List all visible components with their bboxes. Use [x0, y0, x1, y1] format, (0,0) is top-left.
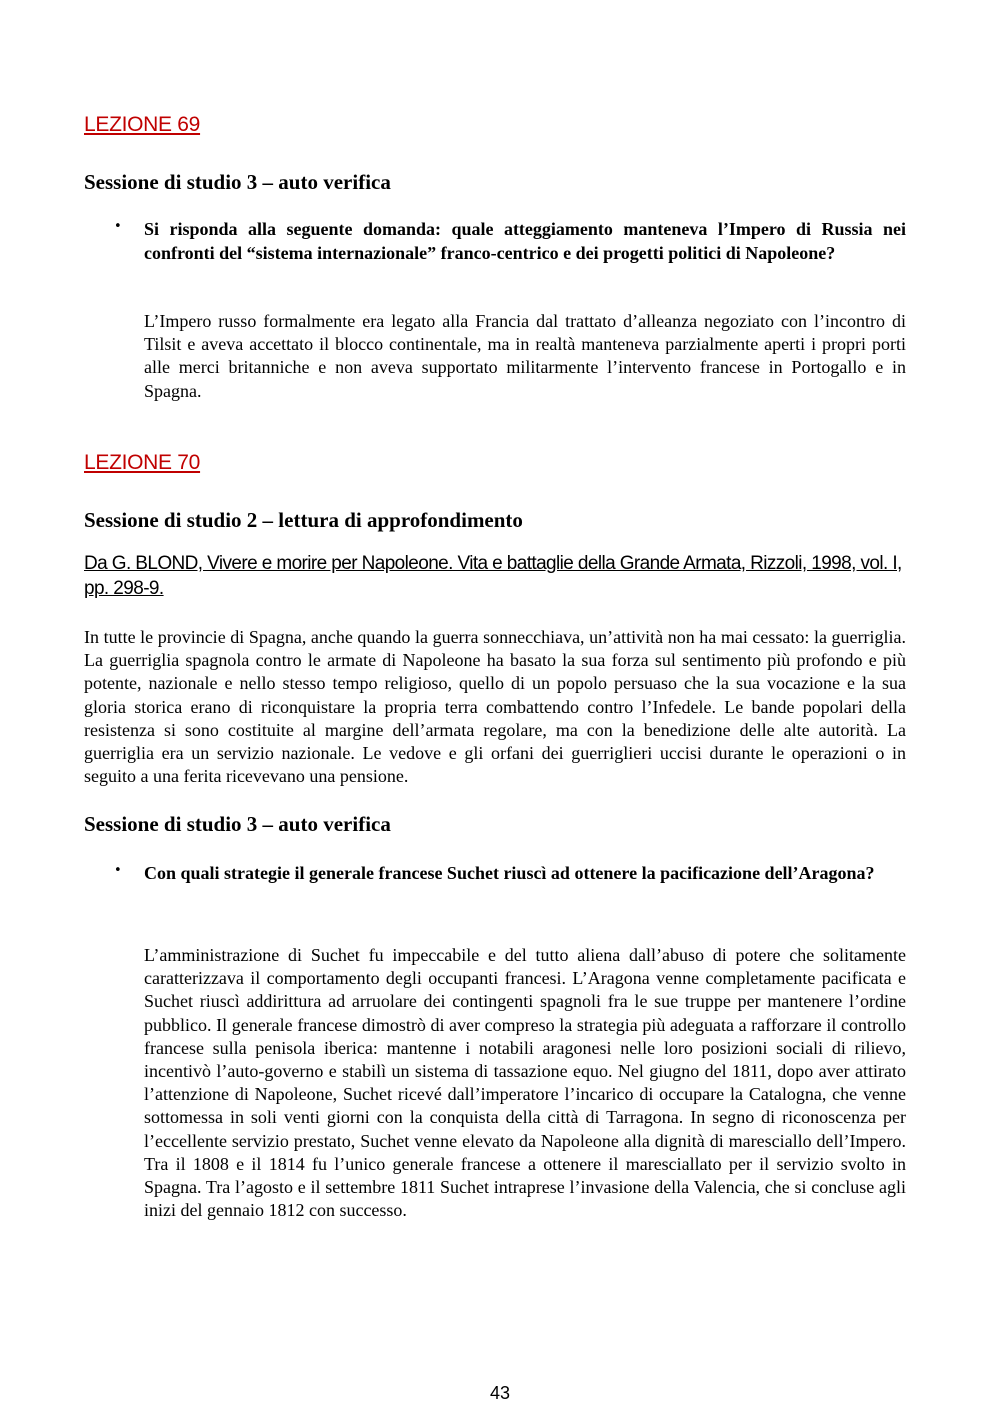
- lesson-69-heading[interactable]: LEZIONE 69: [84, 113, 201, 136]
- bullet-icon: •: [114, 219, 122, 234]
- lesson-70-answer: L’amministrazione di Suchet fu impeccabile e del tutto aliena dall’abuso di potere che solitamente caratterizzava il comportamento degli occupanti francesi. L’Aragona venne completamente pacificata e Suchet riuscì addirittura ad arruolare dei contingenti spagnoli fra le sue truppe per mantenere l’ordine pubblico. Il generale francese dimostrò di aver compreso la strategia più adeguata a rafforzare il controllo francese sulla penisola iberica: mantenne i notabili aragonesi nelle loro posizioni sociali di rilievo, incentivò l’auto-governo e stabilì un sistema di tassazione equo. Nel giugno del 1811, dopo aver attirato l’attenzione di Napoleone, Suchet ricevé dall’imperatore l’incarico di occupare la Catalogna, che venne sottomessa in soli venti giorni con la conquista della città di Tarragona. In segno di riconoscenza per l’eccellente servizio prestato, Suchet venne elevato da Napoleone alla dignità di maresciallo dell’Impero. Tra il 1808 e il 1814 fu l’unico generale francese a ottenere il maresciallato per il servizio svolto in Spagna. Tra l’agosto e il settembre 1811 Suchet intraprese l’invasione della Valencia, che si concluse agli inizi del gennaio 1812 con successo.: [144, 945, 906, 1221]
- lesson-70-session-2-title: Sessione di studio 2 – lettura di approfondimento: [84, 508, 523, 532]
- lesson-69-session-3-title: Sessione di studio 3 – auto verifica: [84, 170, 391, 194]
- reading-paragraph: In tutte le provincie di Spagna, anche quando la guerra sonnecchiava, un’attività non ha mai cessato: la guerriglia. La guerriglia spagnola contro le armate di Napoleone ha basato la sua forza sul sentimento più profondo e più potente, nazionale e nello stesso tempo religioso, quello di un popolo persuaso che la sua vocazione e la sua gloria storica erano di riconquistare la propria terra combattendo contro l’Infedele. Le bande popolari della resistenza si sono costituite al margine dell’armata regolare, ma con la benedizione delle alte autorità. La guerriglia era un servizio nazionale. Le vedove e gli orfani dei guerriglieri uccisi durante le operazioni o in seguito a una ferita ricevevano una pensione.: [84, 627, 906, 787]
- reading-citation[interactable]: Da G. BLOND, Vivere e morire per Napoleone. Vita e battaglie della Grande Armata, Rizzoli, 1998, vol. I, pp. 298-9.: [84, 553, 902, 599]
- lesson-70-heading[interactable]: LEZIONE 70: [84, 451, 201, 474]
- bullet-icon: •: [114, 863, 122, 878]
- lesson-69-question: Si risponda alla seguente domanda: quale atteggiamento manteneva l’Impero di Russia nei confronti del “sistema internazionale” franco-centrico e dei progetti politici di Napoleone?: [144, 219, 906, 263]
- lesson-70-session-3-title: Sessione di studio 3 – auto verifica: [84, 812, 391, 836]
- page-number: 43: [489, 1383, 511, 1403]
- lesson-70-question: Con quali strategie il generale francese Suchet riuscì ad ottenere la pacificazione dell’Aragona?: [144, 863, 875, 883]
- lesson-69-answer: L’Impero russo formalmente era legato alla Francia dal trattato d’alleanza negoziato con l’incontro di Tilsit e aveva accettato il blocco continentale, ma in realtà manteneva parzialmente aperti i propri porti alle merci britanniche e non aveva supportato militarmente l’intervento francese in Portogallo e in Spagna.: [144, 311, 906, 401]
